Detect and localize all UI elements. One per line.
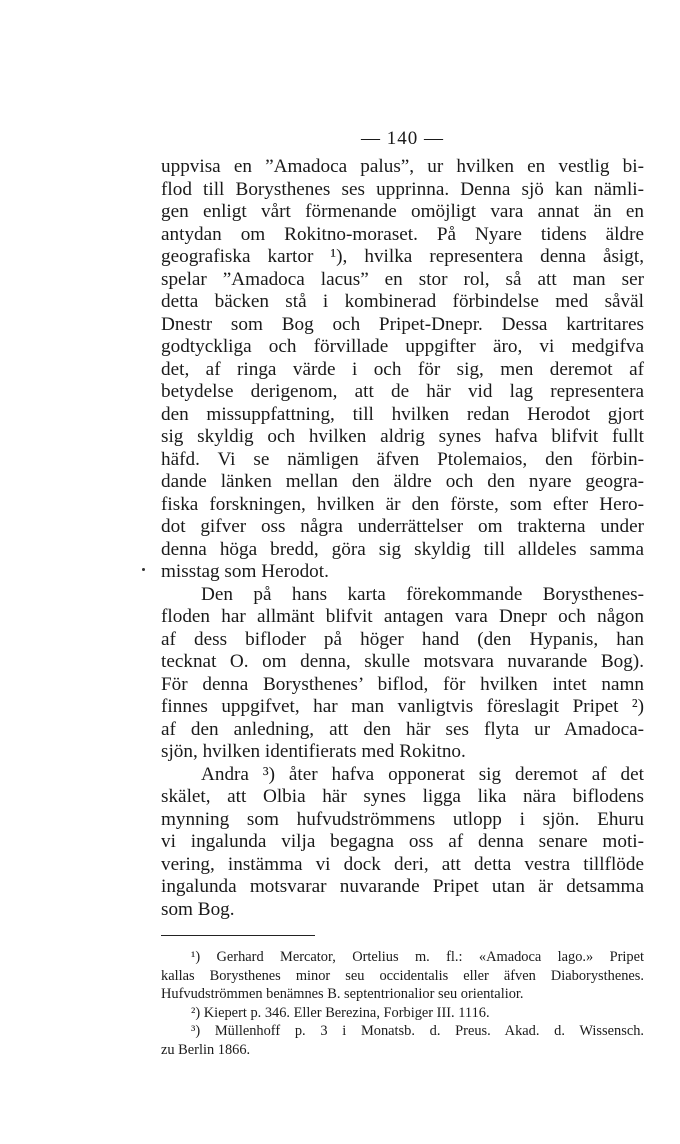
footnote-line: ³) Müllenhoff p. 3 i Monatsb. d. Preus. Akad. d. Wissensch.: [191, 1023, 644, 1039]
body-line: som Bog.: [161, 898, 235, 920]
body-line: dande länken mellan den äldre och den nyare geogra-: [161, 471, 644, 492]
footnotes: [161, 948, 644, 1059]
body-line: denna höga bredd, göra sig skyldig till alldeles samma: [161, 538, 644, 560]
body-line: godtyckliga och förvillade uppgifter äro, vi medgifva: [161, 336, 644, 357]
body-line: dot gifver oss några underrättelser om trakterna under: [161, 516, 644, 537]
body-line: gen enligt vårt förmenande omöjligt vara annat än en: [161, 201, 644, 222]
body-line: skälet, att Olbia här synes ligga lika nära biflodens: [161, 786, 644, 807]
footnote-line: Hufvudströmmen benämnes B. septentrionalior seu orientalior.: [161, 986, 524, 1002]
body-line: af dess bifloder på höger hand (den Hypanis, han: [161, 628, 644, 650]
body-text: [161, 156, 644, 921]
body-line: misstag som Herodot.: [161, 561, 329, 582]
body-line: geografiska kartor ¹), hvilka representera denna åsigt,: [161, 246, 644, 267]
body-line: ingalunda motsvarar nuvarande Pripet utan är detsamma: [161, 876, 644, 897]
body-line: sig skyldig och hvilken aldrig synes hafva blifvit fullt: [161, 426, 644, 447]
footnote-line: ¹) Gerhard Mercator, Ortelius m. fl.: «Amadoca lago.» Pripet: [191, 949, 644, 965]
stray-ink-dot: [142, 568, 145, 571]
footnote-line: ²) Kiepert p. 346. Eller Berezina, Forbiger III. 1116.: [191, 1004, 490, 1021]
body-line: Den på hans karta förekommande Borysthenes-: [201, 583, 644, 605]
body-line: häfd. Vi se nämligen äfven Ptolemaios, den förbin-: [161, 448, 644, 470]
body-line: flod till Borysthenes ses upprinna. Denna sjö kan nämli-: [161, 178, 644, 200]
body-line: finnes uppgifvet, har man vanligtvis föreslagit Pripet ²): [161, 696, 644, 717]
body-line: antydan om Rokitno-moraset. På Nyare tidens äldre: [161, 223, 644, 245]
body-line: spelar ”Amadoca lacus” en stor rol, så att man ser: [161, 268, 644, 290]
body-line: den missuppfattning, till hvilken redan Herodot gjort: [161, 403, 644, 425]
body-line: detta bäcken stå i kombinerad förbindelse med såväl: [161, 291, 644, 312]
book-page: [161, 128, 644, 1059]
footnote-separator: [161, 935, 315, 936]
body-line: af den anledning, att den här ses flyta ur Amadoca-: [161, 718, 644, 740]
body-line: tecknat O. om denna, skulle motsvara nuvarande Bog).: [161, 651, 644, 672]
body-line: Dnestr som Bog och Pripet-Dnepr. Dessa kartritares: [161, 313, 644, 335]
body-line: För denna Borysthenes’ biflod, för hvilken intet namn: [161, 673, 644, 695]
body-line: vi ingalunda vilja begagna oss af denna senare moti-: [161, 831, 644, 852]
footnote-line: zu Berlin 1866.: [161, 1041, 251, 1058]
footnote-line: kallas Borysthenes minor seu occidentalis eller äfven Diaborysthenes.: [161, 967, 644, 984]
body-line: uppvisa en ”Amadoca palus”, ur hvilken en vestlig bi-: [161, 156, 644, 177]
body-line: det, af ringa värde i och för sig, men deremot af: [161, 358, 644, 380]
body-line: floden har allmänt blifvit antagen vara Dnepr och någon: [161, 606, 644, 627]
body-line: fiska forskningen, hvilken är den förste, som efter Hero-: [161, 493, 644, 515]
body-line: sjön, hvilken identifierats med Rokitno.: [161, 741, 466, 762]
body-line: vering, instämma vi dock deri, att detta vestra tillflöde: [161, 853, 644, 875]
body-line: mynning som hufvudströmmens utlopp i sjön. Ehuru: [161, 808, 644, 830]
page-number: — 140 —: [361, 128, 444, 149]
body-line: betydelse derigenom, att de här vid lag representera: [161, 381, 644, 402]
body-line: Andra ³) åter hafva opponerat sig deremot af det: [201, 763, 644, 785]
